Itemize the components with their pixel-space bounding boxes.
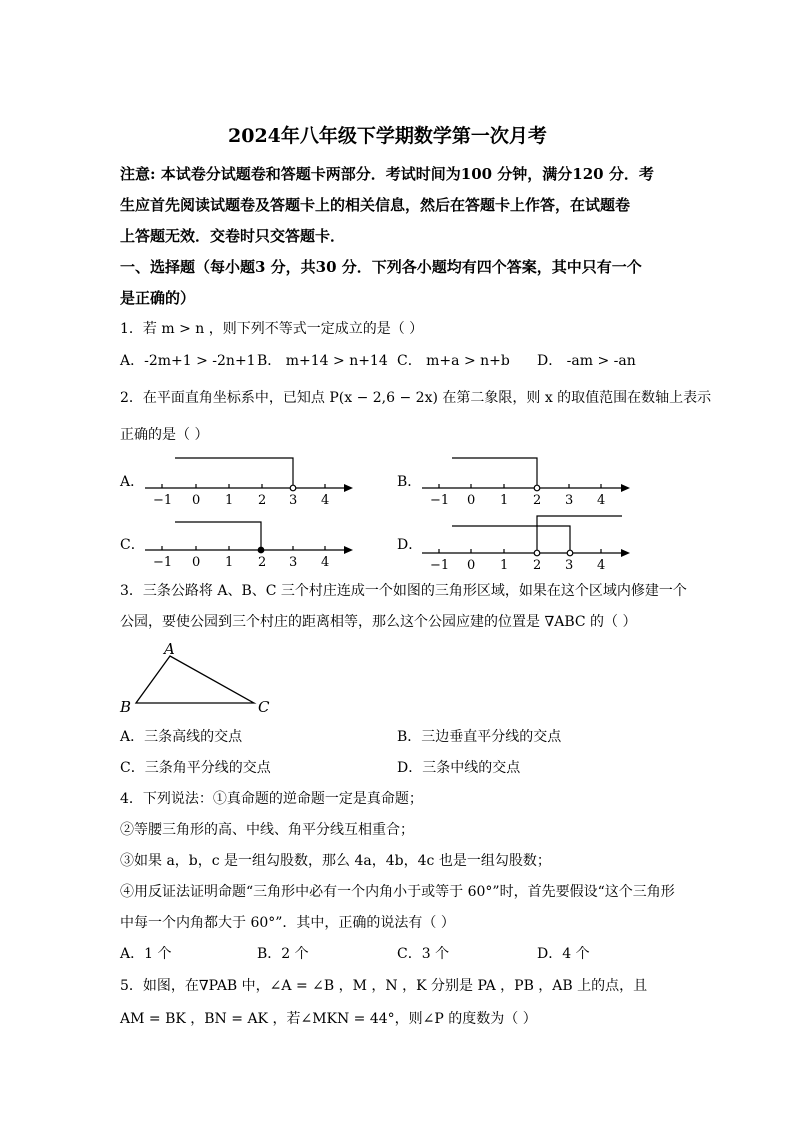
tick-label: −1	[153, 555, 173, 570]
tick-label: −1	[153, 493, 173, 508]
q4-option-d: D．4 个	[537, 946, 590, 962]
tick-label: 4	[597, 493, 606, 508]
tick-label: 0	[192, 555, 201, 570]
q2-option-d-label: D．	[397, 537, 423, 553]
vertex-b-label: B	[120, 698, 132, 716]
q4-option-b: B．2 个	[257, 946, 309, 962]
tick-label: 0	[467, 493, 476, 508]
vertex-c-label: C	[258, 698, 270, 716]
notice-line-3: 上答题无效．交卷时只交答题卡．	[120, 227, 346, 245]
tick-label: 1	[500, 558, 509, 573]
tick-label: 1	[500, 493, 509, 508]
tick-label: 1	[225, 493, 234, 508]
q2-option-b-label: B．	[397, 474, 422, 490]
tick-label: 2	[533, 493, 542, 508]
tick-label: 4	[597, 558, 606, 573]
q2-option-a-label: A．	[120, 474, 145, 490]
q4-option-c: C．3 个	[397, 946, 450, 962]
tick-label: 4	[321, 493, 330, 508]
q4-stem-line-2: ②等腰三角形的高、中线、角平分线互相重合；	[120, 822, 414, 838]
notice-line-1: 注意: 本试卷分试题卷和答题卡两部分．考试时间为100 分钟，满分120 分．考	[120, 165, 654, 183]
q1-option-c: C． m+a > n+b	[397, 353, 510, 369]
q4-stem-line-4: ④用反证法证明命题“三角形中必有一个内角小于或等于 60°”时，首先要假设“这个三角形	[120, 884, 675, 900]
q3-option-d: D．三条中线的交点	[397, 760, 521, 776]
tick-label: −1	[430, 493, 450, 508]
q4-stem-line-5: 中每一个内角都大于 60°”．其中，正确的说法有（ ）	[120, 915, 455, 931]
q4-option-a: A．1 个	[120, 946, 172, 962]
q3-stem-line-1: 3．三条公路将 A、B、C 三个村庄连成一个如图的三角形区域，如果在这个区域内修建一个	[120, 583, 687, 599]
q5-stem-line-2: AM = BK ，BN = AK ，若∠MKN = 44°，则∠P 的度数为（ ）	[120, 1011, 537, 1027]
vertex-a-label: A	[164, 640, 175, 658]
page-title: 2024年八年级下学期数学第一次月考	[228, 125, 547, 147]
tick-label: 0	[192, 493, 201, 508]
tick-label: 3	[289, 555, 298, 570]
q5-stem-line-1: 5．如图，在∇PAB 中，∠A = ∠B ，M ，N ，K 分别是 PA ，PB ，AB 上的点，且	[120, 978, 648, 994]
tick-label: 3	[289, 493, 298, 508]
q1-option-a: A．-2m+1 > -2n+1	[120, 353, 256, 369]
tick-label: 2	[258, 555, 267, 570]
q3-option-c: C．三条角平分线的交点	[120, 760, 271, 776]
tick-label: −1	[430, 558, 450, 573]
section-heading-line-1: 一、选择题（每小题3 分，共30 分．下列各小题均有四个答案，其中只有一个	[120, 258, 642, 276]
tick-label: 2	[533, 558, 542, 573]
q2-stem-line-2: 正确的是（ ）	[120, 427, 209, 443]
q2-stem-line-1: 2．在平面直角坐标系中，已知点 P(x − 2,6 − 2x) 在第二象限，则 x 的取值范围在数轴上表示	[120, 390, 712, 406]
q3-option-a: A．三条高线的交点	[120, 729, 243, 745]
tick-label: 1	[225, 555, 234, 570]
notice-line-2: 生应首先阅读试题卷及答题卡上的相关信息，然后在答题卡上作答，在试题卷	[120, 196, 631, 214]
tick-label: 4	[321, 555, 330, 570]
q4-stem-line-3: ③如果 a，b，c 是一组勾股数，那么 4a，4b，4c 也是一组勾股数；	[120, 853, 551, 869]
q2-option-c-label: C．	[120, 537, 145, 553]
q1-option-b: B． m+14 > n+14	[257, 353, 388, 369]
q3-stem-line-2: 公园，要使公园到三个村庄的距离相等，那么这个公园应建的位置是 ∇ABC 的（ ）	[120, 614, 637, 630]
q4-stem-line-1: 4．下列说法：①真命题的逆命题一定是真命题；	[120, 791, 423, 807]
tick-label: 2	[258, 493, 267, 508]
section-heading-line-2: 是正确的）	[120, 289, 196, 307]
tick-label: 0	[467, 558, 476, 573]
tick-label: 3	[565, 493, 574, 508]
q3-option-b: B．三边垂直平分线的交点	[397, 729, 562, 745]
tick-label: 3	[565, 558, 574, 573]
q1-stem: 1．若 m > n ，则下列不等式一定成立的是（ ）	[120, 321, 424, 337]
q1-option-d: D． -am > -an	[537, 353, 636, 369]
